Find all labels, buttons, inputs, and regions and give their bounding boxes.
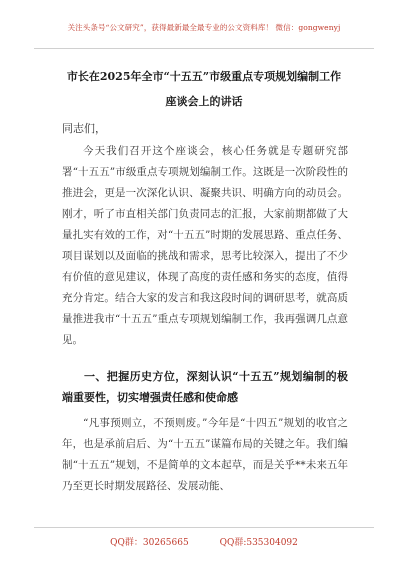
- header-divider: [34, 48, 374, 49]
- section-heading-1: 一、把握历史方位，深刻认识“十五五”规划编制的极端重要性，切实增强责任感和使命感: [62, 370, 348, 404]
- footer-divider: [34, 527, 374, 528]
- document-title-line2: 座谈会上的讲话: [165, 95, 243, 108]
- document-title-line1: 市长在2025年全市“十五五”市级重点专项规划编制工作: [66, 70, 342, 83]
- footer: [0, 535, 408, 548]
- footer-qq-group-2: QQ群:535304092: [219, 538, 298, 548]
- body-paragraph-1: 今天我们召开这个座谈会，核心任务就是专题研究部署“十五五”市级重点专项规划编制工作。这既是一次阶段性的推进会，更是一次深化认识、凝聚共识、明确方向的动员会。刚才，听了市直相关部门负责同志的汇报，大家前期都做了大量扎实有效的工作，对“十五五”时期的发展思路、重点任务、项目谋划以及面临的挑战和需求，思考比较深入，提出了不少有价值的意见建议，体现了高度的责任感和务实的态度，值得充分肯定。结合大家的发言和我这段时间的调研思考，就高质量推进我市“十五五”重点专项规划编制工作，我再强调几点意见。: [62, 145, 348, 346]
- header-banner: 关注头条号“公文研究”，获得最新最全最专业的公文资料库！ 微信：gongwenyj: [67, 23, 341, 32]
- salutation: 同志们，: [62, 122, 106, 135]
- footer-qq-group-1: QQ群：30265665: [110, 538, 189, 548]
- body-paragraph-2: “凡事预则立，不预则废。”今年是“十四五”规划的收官之年，也是承前启后、为“十五五”谋篇布局的关键之年。我们编制“十五五”规划，不是简单的文本起草，而是关乎**未来五年乃至更长时期发展路径、发展动能、: [62, 417, 348, 492]
